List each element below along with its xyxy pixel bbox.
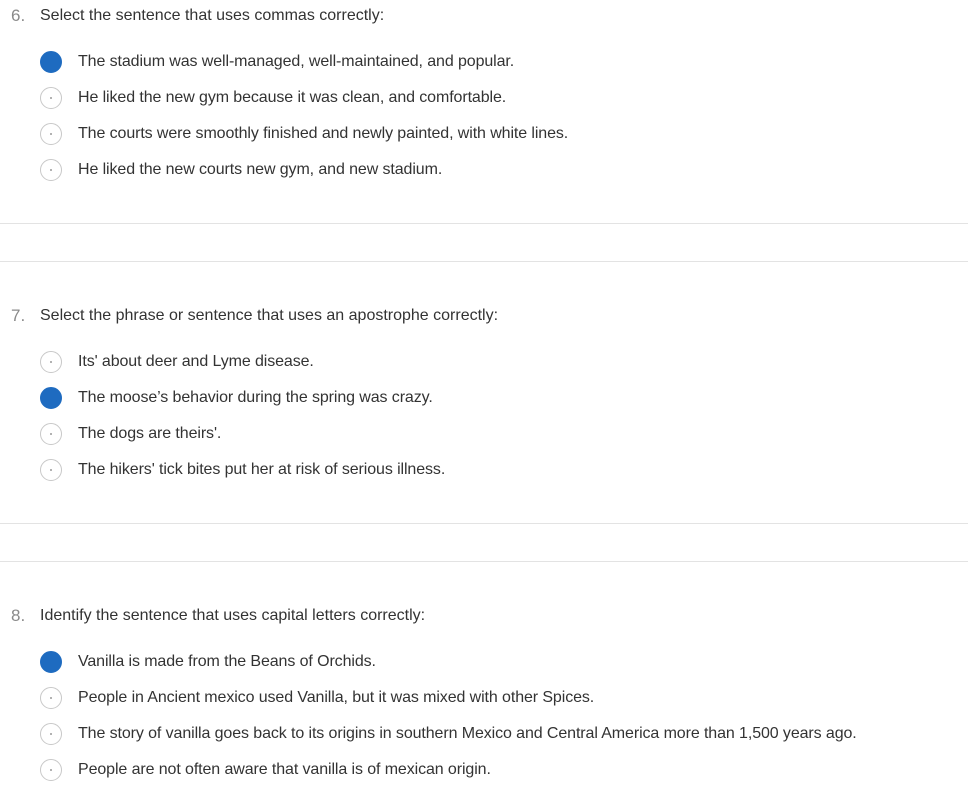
radio-button[interactable] <box>40 687 62 709</box>
radio-button[interactable] <box>40 123 62 145</box>
answer-option-7b[interactable] <box>40 384 433 412</box>
answer-option-6b[interactable] <box>40 84 506 112</box>
answer-option-label: He liked the new courts new gym, and new stadium. <box>78 161 443 178</box>
radio-button[interactable] <box>40 159 62 181</box>
radio-button[interactable] <box>40 459 62 481</box>
radio-button-selected[interactable] <box>40 651 62 673</box>
question-header <box>11 305 498 327</box>
radio-button[interactable] <box>40 423 62 445</box>
divider <box>0 523 968 524</box>
radio-button-selected[interactable] <box>40 387 62 409</box>
answer-option-label: Vanilla is made from the Beans of Orchids. <box>78 653 376 670</box>
answer-option-7c[interactable] <box>40 420 221 448</box>
radio-button[interactable] <box>40 87 62 109</box>
answer-option-label: Its' about deer and Lyme disease. <box>78 353 314 370</box>
answer-option-8d[interactable] <box>40 756 491 784</box>
radio-button[interactable] <box>40 723 62 745</box>
answer-option-label: People in Ancient mexico used Vanilla, but it was mixed with other Spices. <box>78 689 595 706</box>
answer-option-7d[interactable] <box>40 456 445 484</box>
radio-button-selected[interactable] <box>40 51 62 73</box>
question-header <box>11 605 425 627</box>
answer-option-label: People are not often aware that vanilla is of mexican origin. <box>78 761 491 778</box>
question-number: 8. <box>11 606 26 625</box>
answer-option-label: The courts were smoothly finished and newly painted, with white lines. <box>78 125 569 142</box>
question-prompt: Select the phrase or sentence that uses an apostrophe correctly: <box>40 307 499 324</box>
divider <box>0 561 968 562</box>
radio-button[interactable] <box>40 351 62 373</box>
answer-option-8c[interactable] <box>40 720 857 748</box>
answer-option-7a[interactable] <box>40 348 314 376</box>
answer-option-6d[interactable] <box>40 156 442 184</box>
answer-option-label: The dogs are theirs'. <box>78 425 222 442</box>
answer-option-8b[interactable] <box>40 684 594 712</box>
question-number: 6. <box>11 6 26 25</box>
question-prompt: Identify the sentence that uses capital letters correctly: <box>40 607 426 624</box>
question-number: 7. <box>11 306 26 325</box>
answer-option-8a[interactable] <box>40 648 376 676</box>
question-header <box>11 5 384 27</box>
answer-option-6a[interactable] <box>40 48 514 76</box>
divider <box>0 261 968 262</box>
radio-button[interactable] <box>40 759 62 781</box>
answer-option-label: The stadium was well-managed, well-maintained, and popular. <box>78 53 515 70</box>
divider <box>0 223 968 224</box>
question-prompt: Select the sentence that uses commas correctly: <box>40 7 385 24</box>
answer-option-label: The story of vanilla goes back to its origins in southern Mexico and Central America more than 1,500 years ago. <box>78 725 857 742</box>
answer-option-6c[interactable] <box>40 120 568 148</box>
answer-option-label: The hikers' tick bites put her at risk of serious illness. <box>78 461 446 478</box>
answer-option-label: The moose’s behavior during the spring was crazy. <box>78 389 433 406</box>
answer-option-label: He liked the new gym because it was clean, and comfortable. <box>78 89 507 106</box>
